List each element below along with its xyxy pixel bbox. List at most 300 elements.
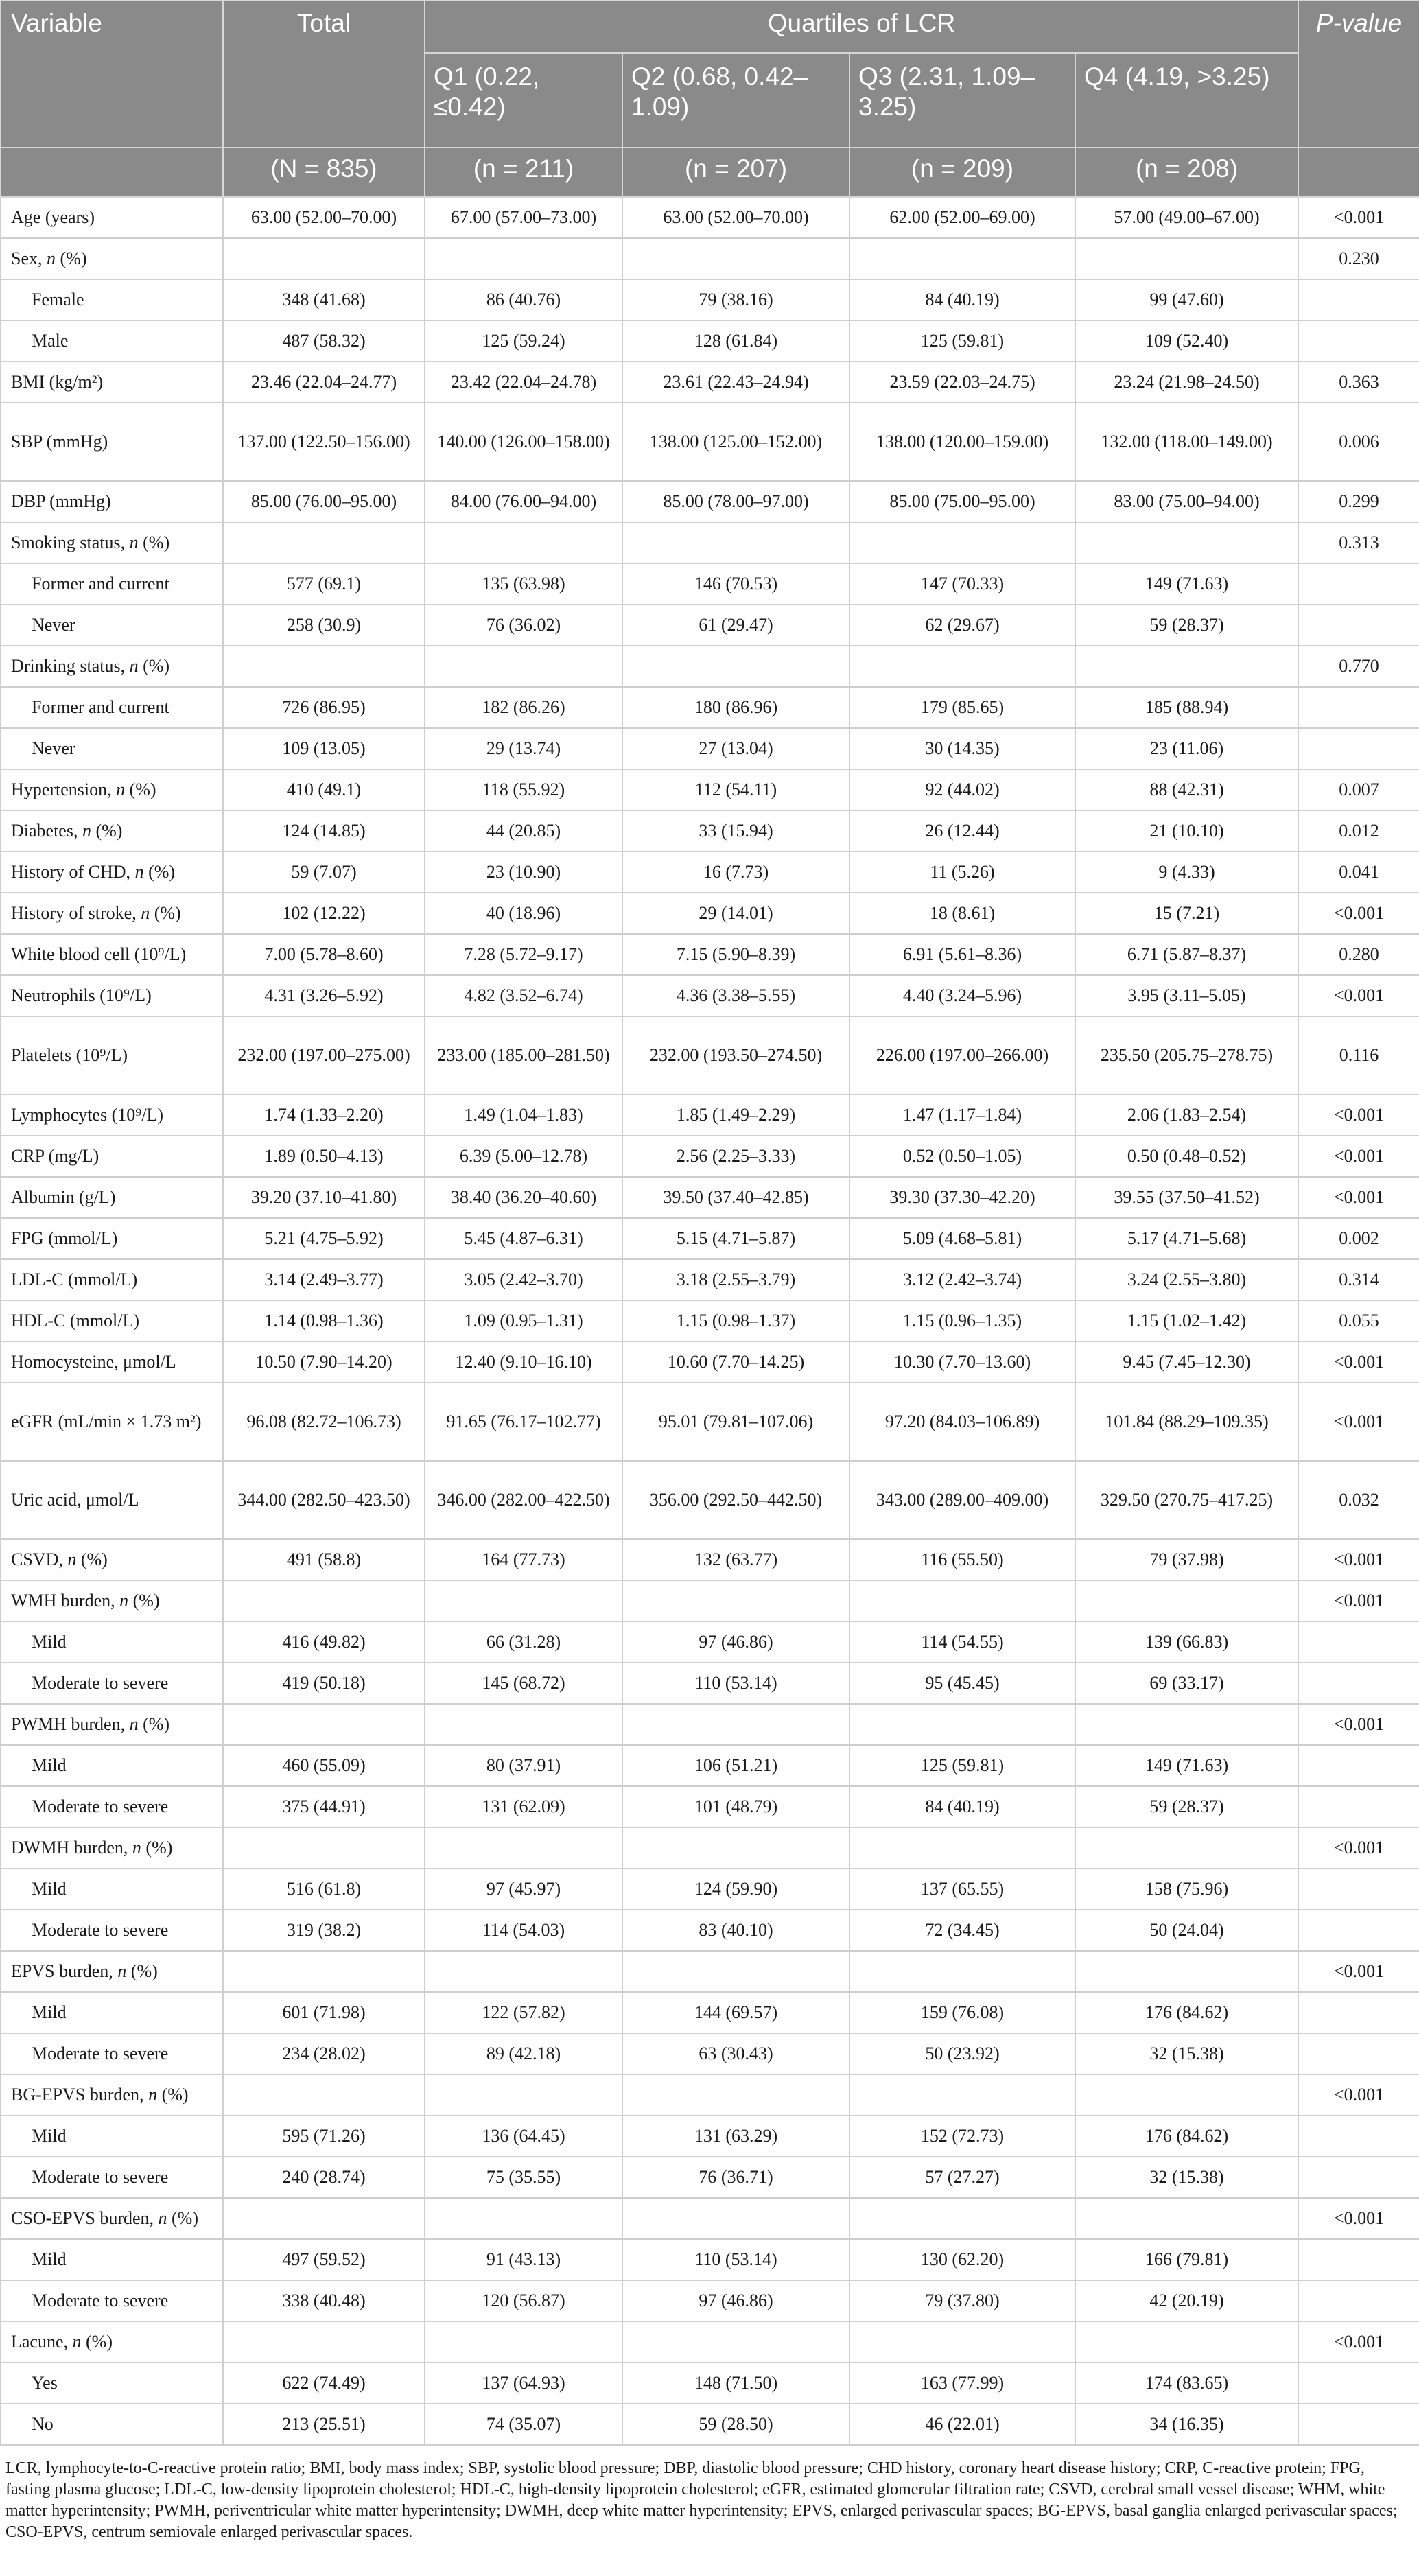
cell-q2: 10.60 (7.70–14.25) <box>622 1342 849 1383</box>
row-label: Never <box>1 728 223 769</box>
row-label: Mild <box>1 1745 223 1786</box>
cell-q3: 226.00 (197.00–266.00) <box>849 1016 1075 1094</box>
row-label: PWMH burden, n (%) <box>1 1704 223 1745</box>
table-row <box>1 2404 1419 2445</box>
cell-q1: 29 (13.74) <box>425 728 622 769</box>
cell-q3: 11 (5.26) <box>849 852 1075 893</box>
table-row <box>1 1259 1419 1300</box>
cell-total: 416 (49.82) <box>223 1621 425 1663</box>
cell-pvalue: <0.001 <box>1298 2074 1419 2116</box>
cell-q4: 174 (83.65) <box>1075 2363 1298 2404</box>
row-label: CSO-EPVS burden, n (%) <box>1 2198 223 2239</box>
cell-q4: 59 (28.37) <box>1075 605 1298 646</box>
table-row <box>1 1094 1419 1136</box>
cell-pvalue: 0.363 <box>1298 362 1419 403</box>
cell-q3: 10.30 (7.70–13.60) <box>849 1342 1075 1383</box>
cell-pvalue: 0.032 <box>1298 1461 1419 1539</box>
cell-q1 <box>425 1580 622 1621</box>
cell-q2: 1.15 (0.98–1.37) <box>622 1300 849 1342</box>
cell-q2: 110 (53.14) <box>622 2239 849 2280</box>
cell-q4: 109 (52.40) <box>1075 320 1298 362</box>
cell-total: 1.74 (1.33–2.20) <box>223 1094 425 1136</box>
cell-total: 59 (7.07) <box>223 852 425 893</box>
cell-q2: 5.15 (4.71–5.87) <box>622 1218 849 1259</box>
table-row <box>1 1910 1419 1951</box>
table-row <box>1 1218 1419 1259</box>
header-pvalue <box>1298 1 1419 148</box>
row-label: Never <box>1 605 223 646</box>
cell-q1 <box>425 1827 622 1869</box>
cell-q3 <box>849 2074 1075 2116</box>
cell-q4: 83.00 (75.00–94.00) <box>1075 481 1298 522</box>
cell-q4: 5.17 (4.71–5.68) <box>1075 1218 1298 1259</box>
n-italic: n <box>82 821 91 841</box>
cell-total: 344.00 (282.50–423.50) <box>223 1461 425 1539</box>
table-row <box>1 197 1419 238</box>
cell-q1: 346.00 (282.00–422.50) <box>425 1461 622 1539</box>
cell-q1: 114 (54.03) <box>425 1910 622 1951</box>
cell-q4 <box>1075 1580 1298 1621</box>
cell-total: 109 (13.05) <box>223 728 425 769</box>
table-row <box>1 2157 1419 2198</box>
cell-q1: 118 (55.92) <box>425 769 622 810</box>
cell-q4 <box>1075 522 1298 563</box>
header-n-q3: (n = 209) <box>849 148 1075 197</box>
cell-pvalue: 0.770 <box>1298 646 1419 687</box>
row-label: Drinking status, n (%) <box>1 646 223 687</box>
cell-total: 1.14 (0.98–1.36) <box>223 1300 425 1342</box>
cell-q3: 6.91 (5.61–8.36) <box>849 934 1075 975</box>
table-footnote: LCR, lymphocyte-to-C-reactive protein ratio; BMI, body mass index; SBP, systolic blood pressure; DBP, diastolic blood pressure; CHD history, coronary heart disease history; CRP, C-reactive protein; FPG, fasting plasma glucose; LDL-C, low-density lipoprotein cholesterol; HDL-C, high-density lipoprotein cholesterol; eGFR, estimated glomerular filtration rate; CSVD, cerebral small vessel disease; WHM, white matter hyperintensity; PWMH, periventricular white matter hyperintensity; DWMH, deep white matter hyperintensity; EPVS, enlarged perivascular spaces; BG-EPVS, basal ganglia enlarged perivascular spaces; CSO-EPVS, centrum semiovale enlarged perivascular spaces. <box>5 2459 1398 2541</box>
cell-total <box>223 1951 425 1992</box>
cell-total: 338 (40.48) <box>223 2280 425 2321</box>
header-n-total: (N = 835) <box>223 148 425 197</box>
cell-pvalue <box>1298 605 1419 646</box>
cell-q1: 38.40 (36.20–40.60) <box>425 1177 622 1218</box>
n-italic: n <box>132 1838 141 1858</box>
cell-q2 <box>622 1580 849 1621</box>
cell-q3 <box>849 1827 1075 1869</box>
cell-total: 3.14 (2.49–3.77) <box>223 1259 425 1300</box>
cell-pvalue: <0.001 <box>1298 1704 1419 1745</box>
header-q3: Q3 (2.31, 1.09–3.25) <box>849 53 1075 148</box>
cell-q3: 116 (55.50) <box>849 1539 1075 1580</box>
cell-q1: 6.39 (5.00–12.78) <box>425 1136 622 1177</box>
row-label: FPG (mmol/L) <box>1 1218 223 1259</box>
table-row <box>1 893 1419 934</box>
n-italic: n <box>148 2085 158 2105</box>
n-italic: n <box>67 1549 77 1569</box>
cell-q4: 32 (15.38) <box>1075 2157 1298 2198</box>
cell-total: 348 (41.68) <box>223 279 425 320</box>
table-row <box>1 934 1419 975</box>
cell-q4: 329.50 (270.75–417.25) <box>1075 1461 1298 1539</box>
cell-q3 <box>849 2198 1075 2239</box>
cell-q1: 137 (64.93) <box>425 2363 622 2404</box>
cell-total: 419 (50.18) <box>223 1663 425 1704</box>
cell-q4: 3.24 (2.55–3.80) <box>1075 1259 1298 1300</box>
cell-total: 39.20 (37.10–41.80) <box>223 1177 425 1218</box>
cell-q4: 15 (7.21) <box>1075 893 1298 934</box>
cell-q3: 84 (40.19) <box>849 1786 1075 1827</box>
table-row <box>1 605 1419 646</box>
cell-q3: 95 (45.45) <box>849 1663 1075 1704</box>
cell-pvalue <box>1298 1621 1419 1663</box>
cell-q1 <box>425 1951 622 1992</box>
table-row <box>1 238 1419 279</box>
table-row <box>1 2321 1419 2363</box>
cell-q2: 1.85 (1.49–2.29) <box>622 1094 849 1136</box>
cell-total: 234 (28.02) <box>223 2033 425 2074</box>
cell-pvalue: <0.001 <box>1298 2321 1419 2363</box>
cell-q4: 2.06 (1.83–2.54) <box>1075 1094 1298 1136</box>
table-header <box>1 1 1419 197</box>
cell-q4: 23 (11.06) <box>1075 728 1298 769</box>
cell-q3 <box>849 1580 1075 1621</box>
cell-q2: 138.00 (125.00–152.00) <box>622 403 849 481</box>
row-label: SBP (mmHg) <box>1 403 223 481</box>
cell-q3 <box>849 238 1075 279</box>
cell-q4: 23.24 (21.98–24.50) <box>1075 362 1298 403</box>
cell-q4: 42 (20.19) <box>1075 2280 1298 2321</box>
cell-q4 <box>1075 238 1298 279</box>
table-row <box>1 975 1419 1016</box>
cell-q1: 97 (45.97) <box>425 1869 622 1910</box>
cell-q2: 97 (46.86) <box>622 2280 849 2321</box>
n-italic: n <box>129 656 139 676</box>
cell-pvalue: 0.313 <box>1298 522 1419 563</box>
table-row <box>1 1663 1419 1704</box>
row-label: HDL-C (mmol/L) <box>1 1300 223 1342</box>
table-row <box>1 1136 1419 1177</box>
cell-q2: 110 (53.14) <box>622 1663 849 1704</box>
cell-q3: 125 (59.81) <box>849 320 1075 362</box>
row-label: Former and current <box>1 687 223 728</box>
cell-q4 <box>1075 2321 1298 2363</box>
n-italic: n <box>129 1714 139 1734</box>
cell-q1: 40 (18.96) <box>425 893 622 934</box>
cell-q2: 4.36 (3.38–5.55) <box>622 975 849 1016</box>
cell-q1 <box>425 522 622 563</box>
cell-q2: 39.50 (37.40–42.85) <box>622 1177 849 1218</box>
table-row <box>1 1704 1419 1745</box>
cell-total: 595 (71.26) <box>223 2116 425 2157</box>
cell-q2 <box>622 2321 849 2363</box>
cell-q1: 3.05 (2.42–3.70) <box>425 1259 622 1300</box>
n-italic: n <box>47 248 56 268</box>
cell-total: 1.89 (0.50–4.13) <box>223 1136 425 1177</box>
cell-q2: 3.18 (2.55–3.79) <box>622 1259 849 1300</box>
cell-q1: 74 (35.07) <box>425 2404 622 2445</box>
cell-q3: 26 (12.44) <box>849 810 1075 852</box>
header-total: Total <box>223 1 425 148</box>
cell-total: 258 (30.9) <box>223 605 425 646</box>
cell-q2: 95.01 (79.81–107.06) <box>622 1383 849 1461</box>
cell-q4: 0.50 (0.48–0.52) <box>1075 1136 1298 1177</box>
cell-q2: 27 (13.04) <box>622 728 849 769</box>
table-row <box>1 2198 1419 2239</box>
table-row <box>1 687 1419 728</box>
cell-q4 <box>1075 2198 1298 2239</box>
cell-pvalue: <0.001 <box>1298 975 1419 1016</box>
row-label: Moderate to severe <box>1 1663 223 1704</box>
cell-pvalue: 0.002 <box>1298 1218 1419 1259</box>
table-row <box>1 2074 1419 2116</box>
row-label: EPVS burden, n (%) <box>1 1951 223 1992</box>
cell-q3: 1.15 (0.96–1.35) <box>849 1300 1075 1342</box>
cell-q4: 9.45 (7.45–12.30) <box>1075 1342 1298 1383</box>
cell-pvalue <box>1298 1663 1419 1704</box>
cell-pvalue: <0.001 <box>1298 1136 1419 1177</box>
cell-pvalue <box>1298 1992 1419 2033</box>
cell-q3: 1.47 (1.17–1.84) <box>849 1094 1075 1136</box>
table-body <box>1 197 1419 2445</box>
cell-q4: 99 (47.60) <box>1075 279 1298 320</box>
cell-total: 410 (49.1) <box>223 769 425 810</box>
table-row <box>1 2280 1419 2321</box>
cell-q1: 80 (37.91) <box>425 1745 622 1786</box>
cell-q4: 139 (66.83) <box>1075 1621 1298 1663</box>
row-label: CSVD, n (%) <box>1 1539 223 1580</box>
cell-q2 <box>622 522 849 563</box>
cell-q2: 61 (29.47) <box>622 605 849 646</box>
cell-q3 <box>849 2321 1075 2363</box>
row-label: Lymphocytes (10⁹/L) <box>1 1094 223 1136</box>
table-row <box>1 362 1419 403</box>
cell-total: 5.21 (4.75–5.92) <box>223 1218 425 1259</box>
cell-q2 <box>622 1951 849 1992</box>
cell-q2: 128 (61.84) <box>622 320 849 362</box>
row-label: Yes <box>1 2363 223 2404</box>
cell-q4: 59 (28.37) <box>1075 1786 1298 1827</box>
cell-total <box>223 1704 425 1745</box>
cell-total: 137.00 (122.50–156.00) <box>223 403 425 481</box>
cell-q4: 6.71 (5.87–8.37) <box>1075 934 1298 975</box>
row-label: Albumin (g/L) <box>1 1177 223 1218</box>
table-row <box>1 852 1419 893</box>
row-label: Moderate to severe <box>1 1786 223 1827</box>
table-row <box>1 320 1419 362</box>
cell-total <box>223 238 425 279</box>
row-label: History of stroke, n (%) <box>1 893 223 934</box>
cell-q3 <box>849 522 1075 563</box>
cell-q3: 5.09 (4.68–5.81) <box>849 1218 1075 1259</box>
cell-q2: 146 (70.53) <box>622 563 849 605</box>
cell-q1 <box>425 1704 622 1745</box>
cell-q3 <box>849 646 1075 687</box>
cell-q4 <box>1075 2074 1298 2116</box>
n-italic: n <box>117 1961 127 1981</box>
cell-total: 516 (61.8) <box>223 1869 425 1910</box>
row-label: Platelets (10⁹/L) <box>1 1016 223 1094</box>
cell-q3: 62 (29.67) <box>849 605 1075 646</box>
cell-q4: 101.84 (88.29–109.35) <box>1075 1383 1298 1461</box>
header-q2: Q2 (0.68, 0.42–1.09) <box>622 53 849 148</box>
cell-q1 <box>425 238 622 279</box>
table-row <box>1 1827 1419 1869</box>
cell-q3: 114 (54.55) <box>849 1621 1075 1663</box>
cell-q4: 50 (24.04) <box>1075 1910 1298 1951</box>
cell-q1: 91 (43.13) <box>425 2239 622 2280</box>
cell-q1: 140.00 (126.00–158.00) <box>425 403 622 481</box>
cell-pvalue <box>1298 2280 1419 2321</box>
cell-pvalue <box>1298 2157 1419 2198</box>
cell-pvalue <box>1298 687 1419 728</box>
cell-pvalue: <0.001 <box>1298 1951 1419 1992</box>
row-label: Sex, n (%) <box>1 238 223 279</box>
table-row <box>1 1383 1419 1461</box>
row-label: Homocysteine, μmol/L <box>1 1342 223 1383</box>
table-row <box>1 481 1419 522</box>
cell-q3 <box>849 1704 1075 1745</box>
header-n-q2: (n = 207) <box>622 148 849 197</box>
cell-q1: 86 (40.76) <box>425 279 622 320</box>
cell-q2: 23.61 (22.43–24.94) <box>622 362 849 403</box>
cell-q1: 67.00 (57.00–73.00) <box>425 197 622 238</box>
cell-q2: 144 (69.57) <box>622 1992 849 2033</box>
cell-pvalue: <0.001 <box>1298 1539 1419 1580</box>
row-label: Neutrophils (10⁹/L) <box>1 975 223 1016</box>
cell-pvalue: 0.006 <box>1298 403 1419 481</box>
table-row <box>1 1621 1419 1663</box>
cell-q1: 1.09 (0.95–1.31) <box>425 1300 622 1342</box>
table-row <box>1 1461 1419 1539</box>
cell-pvalue <box>1298 2239 1419 2280</box>
cell-q2: 124 (59.90) <box>622 1869 849 1910</box>
table-row <box>1 1580 1419 1621</box>
cell-q2: 29 (14.01) <box>622 893 849 934</box>
cell-total: 213 (25.51) <box>223 2404 425 2445</box>
table-row <box>1 1300 1419 1342</box>
cell-q3: 92 (44.02) <box>849 769 1075 810</box>
cell-q2: 148 (71.50) <box>622 2363 849 2404</box>
cell-q4: 21 (10.10) <box>1075 810 1298 852</box>
table-row <box>1 279 1419 320</box>
row-label: Hypertension, n (%) <box>1 769 223 810</box>
cell-q3: 179 (85.65) <box>849 687 1075 728</box>
n-italic: n <box>141 903 150 923</box>
cell-q3: 85.00 (75.00–95.00) <box>849 481 1075 522</box>
cell-pvalue <box>1298 2404 1419 2445</box>
cell-q2: 7.15 (5.90–8.39) <box>622 934 849 975</box>
row-label: Diabetes, n (%) <box>1 810 223 852</box>
cell-q2 <box>622 238 849 279</box>
cell-pvalue: <0.001 <box>1298 197 1419 238</box>
cell-q4: 79 (37.98) <box>1075 1539 1298 1580</box>
cell-q2: 180 (86.96) <box>622 687 849 728</box>
cell-q2: 63.00 (52.00–70.00) <box>622 197 849 238</box>
cell-pvalue: 0.012 <box>1298 810 1419 852</box>
cell-q1: 4.82 (3.52–6.74) <box>425 975 622 1016</box>
cell-total: 124 (14.85) <box>223 810 425 852</box>
cell-q4: 235.50 (205.75–278.75) <box>1075 1016 1298 1094</box>
cell-total: 497 (59.52) <box>223 2239 425 2280</box>
cell-q2: 132 (63.77) <box>622 1539 849 1580</box>
cell-q3: 159 (76.08) <box>849 1992 1075 2033</box>
cell-q3: 138.00 (120.00–159.00) <box>849 403 1075 481</box>
cell-q1: 91.65 (76.17–102.77) <box>425 1383 622 1461</box>
cell-q2: 85.00 (78.00–97.00) <box>622 481 849 522</box>
n-italic: n <box>158 2208 167 2228</box>
table-row <box>1 1992 1419 2033</box>
cell-pvalue <box>1298 563 1419 605</box>
cell-pvalue <box>1298 320 1419 362</box>
cell-q1: 12.40 (9.10–16.10) <box>425 1342 622 1383</box>
n-italic: n <box>119 1591 129 1611</box>
row-label: Mild <box>1 1992 223 2033</box>
cell-q4: 158 (75.96) <box>1075 1869 1298 1910</box>
cell-q3: 97.20 (84.03–106.89) <box>849 1383 1075 1461</box>
n-italic: n <box>116 780 126 799</box>
cell-q3: 130 (62.20) <box>849 2239 1075 2280</box>
cell-q2 <box>622 1704 849 1745</box>
cell-total: 23.46 (22.04–24.77) <box>223 362 425 403</box>
row-label: Moderate to severe <box>1 2280 223 2321</box>
cell-q4: 9 (4.33) <box>1075 852 1298 893</box>
row-label: Moderate to severe <box>1 2157 223 2198</box>
cell-total <box>223 522 425 563</box>
row-label: Uric acid, μmol/L <box>1 1461 223 1539</box>
cell-pvalue <box>1298 279 1419 320</box>
cell-pvalue <box>1298 1910 1419 1951</box>
header-q4: Q4 (4.19, >3.25) <box>1075 53 1298 148</box>
header-n-blank-p <box>1298 148 1419 197</box>
cell-q1: 1.49 (1.04–1.83) <box>425 1094 622 1136</box>
cell-q4 <box>1075 1951 1298 1992</box>
cell-pvalue: <0.001 <box>1298 893 1419 934</box>
table-row <box>1 2116 1419 2157</box>
table-row <box>1 810 1419 852</box>
table-row <box>1 1177 1419 1218</box>
cell-q4: 166 (79.81) <box>1075 2239 1298 2280</box>
cell-total: 577 (69.1) <box>223 563 425 605</box>
table-row <box>1 1869 1419 1910</box>
cell-q4 <box>1075 1704 1298 1745</box>
cell-q3: 39.30 (37.30–42.20) <box>849 1177 1075 1218</box>
cell-pvalue <box>1298 2363 1419 2404</box>
cell-q1: 122 (57.82) <box>425 1992 622 2033</box>
cell-q2: 76 (36.71) <box>622 2157 849 2198</box>
cell-q2: 79 (38.16) <box>622 279 849 320</box>
header-quartiles: Quartiles of LCR <box>425 1 1298 53</box>
cell-q4 <box>1075 1827 1298 1869</box>
row-label: Mild <box>1 2116 223 2157</box>
cell-total: 460 (55.09) <box>223 1745 425 1786</box>
cell-q1: 135 (63.98) <box>425 563 622 605</box>
cell-q2: 101 (48.79) <box>622 1786 849 1827</box>
cell-q3 <box>849 1951 1075 1992</box>
row-label: CRP (mg/L) <box>1 1136 223 1177</box>
cell-q1: 89 (42.18) <box>425 2033 622 2074</box>
cell-q1 <box>425 2074 622 2116</box>
cell-total: 726 (86.95) <box>223 687 425 728</box>
cell-q1: 75 (35.55) <box>425 2157 622 2198</box>
cell-q1: 84.00 (76.00–94.00) <box>425 481 622 522</box>
cell-q2 <box>622 2074 849 2116</box>
cell-q4: 176 (84.62) <box>1075 1992 1298 2033</box>
cell-q4: 57.00 (49.00–67.00) <box>1075 197 1298 238</box>
table-row <box>1 728 1419 769</box>
cell-total <box>223 1580 425 1621</box>
cell-q2: 106 (51.21) <box>622 1745 849 1786</box>
table-row <box>1 1016 1419 1094</box>
table-row <box>1 1539 1419 1580</box>
row-label: Mild <box>1 1621 223 1663</box>
cell-q1: 66 (31.28) <box>425 1621 622 1663</box>
cell-q3: 46 (22.01) <box>849 2404 1075 2445</box>
cell-q2: 59 (28.50) <box>622 2404 849 2445</box>
cell-q2 <box>622 1827 849 1869</box>
